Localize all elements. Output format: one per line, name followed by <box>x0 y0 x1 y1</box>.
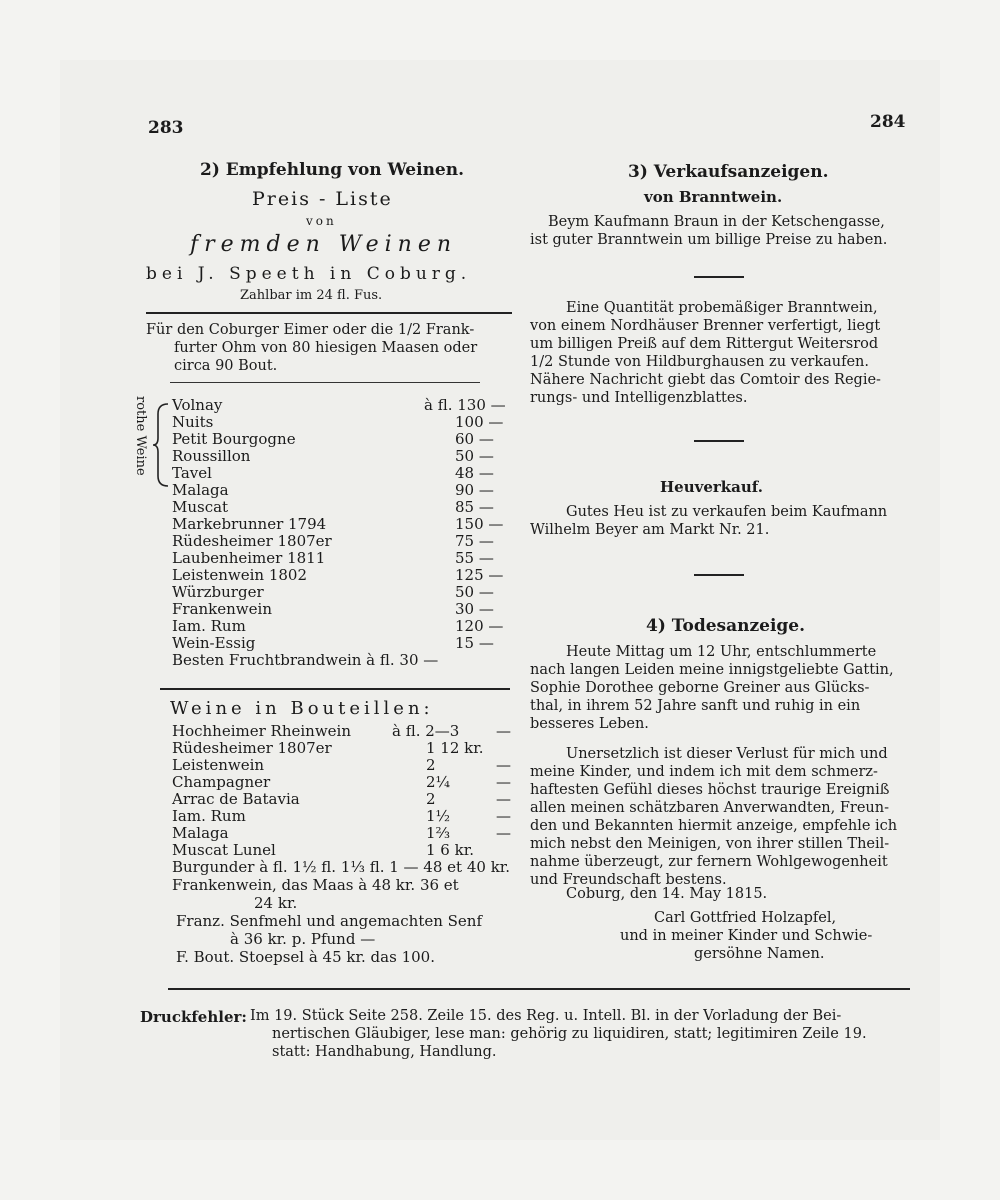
bottle-name: Malaga <box>172 824 229 842</box>
wine-name: Volnay <box>172 396 223 414</box>
place-date: Coburg, den 14. May 1815. <box>566 886 768 902</box>
ad-brandy-2-line: Eine Quantität probemäßiger Branntwein, <box>566 300 878 316</box>
bottle-name: Champagner <box>172 773 271 791</box>
wine-name: Leistenwein 1802 <box>172 566 308 584</box>
subheading-hay: Heuverkauf. <box>660 478 763 496</box>
wine-name: Wein-Essig <box>172 634 256 652</box>
death-notice-line: nach langen Leiden meine innigstgeliebte Gattin, <box>530 662 894 678</box>
ad-hay-line: Gutes Heu ist zu verkaufen beim Kaufmann <box>566 504 888 520</box>
signature-line: und in meiner Kinder und Schwie- <box>620 928 873 944</box>
footer-divider <box>168 988 910 990</box>
bottle-name: Leistenwein <box>172 756 265 774</box>
bottle-extra-line: Burgunder à fl. 1½ fl. 1⅓ fl. 1 — 48 et 40 kr. <box>172 858 511 876</box>
errata-label: Druckfehler: <box>140 1008 247 1026</box>
death-notice-line: meine Kinder, und indem ich mit dem schmerz- <box>530 764 878 780</box>
bottle-tail: — <box>496 790 511 808</box>
bottle-name: Arrac de Batavia <box>172 790 300 808</box>
bottle-name: Rüdesheimer 1807er <box>172 739 332 757</box>
bottle-extra-line: à 36 kr. p. Pfund — <box>230 930 376 948</box>
wine-name: Tavel <box>172 464 212 482</box>
errata-line: Im 19. Stück Seite 258. Zeile 15. des Reg. u. Intell. Bl. in der Vorladung der Bei- <box>250 1008 842 1024</box>
brace-label-red-wines: rothe Weine <box>133 396 148 476</box>
price-list-foreign-wines: fremden Weinen <box>190 232 458 257</box>
errata-line: statt: Handhabung, Handlung. <box>272 1044 497 1060</box>
price-list-title: Preis - Liste <box>252 188 393 210</box>
death-notice-line: Unersetzlich ist dieser Verlust für mich und <box>566 746 888 762</box>
price-list-von: von <box>306 214 337 228</box>
wine-name: Laubenheimer 1811 <box>172 549 326 567</box>
section-heading-sales: 3) Verkaufsanzeigen. <box>628 162 829 182</box>
death-notice-line: nahme überzeugt, zur fernern Wohlgewogenheit <box>530 854 888 870</box>
bottle-price: à fl. 2—3 <box>392 722 460 740</box>
wine-price: à fl. 130 — <box>424 396 506 414</box>
wine-name: Malaga <box>172 481 229 499</box>
wine-name: Frankenwein <box>172 600 272 618</box>
wine-price: 100 — <box>455 413 504 431</box>
price-list-merchant: bei J. Speeth in Coburg. <box>146 264 472 284</box>
bottle-price: 1⅔ <box>426 824 451 842</box>
page-number-right: 284 <box>870 112 906 132</box>
intro-line: furter Ohm von 80 hiesigen Maasen oder <box>174 340 478 356</box>
death-notice-line: Heute Mittag um 12 Uhr, entschlummerte <box>566 644 877 660</box>
price-list-currency: Zahlbar im 24 fl. Fus. <box>240 288 383 303</box>
wine-price: 60 — <box>455 430 494 448</box>
bottles-heading: Weine in Bouteillen: <box>170 698 434 719</box>
wine-price: 90 — <box>455 481 494 499</box>
bottle-tail: — <box>496 756 511 774</box>
page-number-left: 283 <box>148 118 184 138</box>
bottle-tail: — <box>496 807 511 825</box>
wine-price: 75 — <box>455 532 494 550</box>
signature-line: Carl Gottfried Holzapfel, <box>654 910 837 926</box>
bottle-extra-line: F. Bout. Stoepsel à 45 kr. das 100. <box>176 948 435 966</box>
death-notice-line: allen meinen schätzbaren Anverwandten, Freun- <box>530 800 889 816</box>
wine-price: 55 — <box>455 549 494 567</box>
divider <box>146 312 512 314</box>
death-notice-line: den und Bekannten hiermit anzeige, empfehle ich <box>530 818 898 834</box>
ad-brandy-2-line: um billigen Preiß auf dem Rittergut Weitersrod <box>530 336 879 352</box>
ad-brandy-2-line: 1/2 Stunde von Hildburghausen zu verkaufen. <box>530 354 870 370</box>
wine-name: Besten Fruchtbrandwein à fl. 30 — <box>172 651 439 669</box>
divider <box>160 688 510 690</box>
bottle-tail: — <box>496 722 511 740</box>
signature-line: gersöhne Namen. <box>694 946 825 962</box>
bottle-price: 2 <box>426 756 436 774</box>
divider <box>170 382 480 383</box>
wine-name: Nuits <box>172 413 214 431</box>
wine-price: 120 — <box>455 617 504 635</box>
errata-line: nertischen Gläubiger, lese man: gehörig zu liquidiren, statt; legitimiren Zeile 19. <box>272 1026 867 1042</box>
wine-name: Würzburger <box>172 583 264 601</box>
separator-dash <box>694 276 744 278</box>
bottle-price: 1 12 kr. <box>426 739 484 757</box>
bottle-extra-line: Franz. Senfmehl und angemachten Senf <box>176 912 483 930</box>
wine-price: 85 — <box>455 498 494 516</box>
bottle-name: Hochheimer Rheinwein <box>172 722 352 740</box>
wine-price: 15 — <box>455 634 494 652</box>
ad-brandy-2-line: von einem Nordhäuser Brenner verfertigt, liegt <box>530 318 881 334</box>
ad-hay-line: Wilhelm Beyer am Markt Nr. 21. <box>530 522 770 538</box>
wine-price: 150 — <box>455 515 504 533</box>
subheading-brandy: von Branntwein. <box>644 188 783 206</box>
bottle-tail: — <box>496 824 511 842</box>
wine-price: 50 — <box>455 447 494 465</box>
death-notice-line: und Freundschaft bestens. <box>530 872 727 888</box>
intro-line: circa 90 Bout. <box>174 358 278 374</box>
wine-price: 30 — <box>455 600 494 618</box>
bottle-price: 1 6 kr. <box>426 841 475 859</box>
intro-line: Für den Coburger Eimer oder die 1/2 Frank- <box>146 322 475 338</box>
wine-price: 48 — <box>455 464 494 482</box>
wine-name: Roussillon <box>172 447 251 465</box>
wine-price: 50 — <box>455 583 494 601</box>
death-notice-line: haftesten Gefühl dieses höchst traurige Ereigniß <box>530 782 890 798</box>
bottle-name: Iam. Rum <box>172 807 246 825</box>
bottle-extra-line: Frankenwein, das Maas à 48 kr. 36 et <box>172 876 459 894</box>
death-notice-line: Sophie Dorothee geborne Greiner aus Glücks- <box>530 680 870 696</box>
wine-name: Iam. Rum <box>172 617 246 635</box>
wine-name: Markebrunner 1794 <box>172 515 327 533</box>
bottle-name: Muscat Lunel <box>172 841 276 859</box>
death-notice-line: mich nebst den Meinigen, von ihrer stillen Theil- <box>530 836 890 852</box>
wine-name: Rüdesheimer 1807er <box>172 532 332 550</box>
ad-brandy-1-line: Beym Kaufmann Braun in der Ketschengasse, <box>548 214 885 230</box>
separator-dash <box>694 574 744 576</box>
section-heading-wines: 2) Empfehlung von Weinen. <box>200 160 465 180</box>
wine-price: 125 — <box>455 566 504 584</box>
wine-name: Muscat <box>172 498 229 516</box>
section-heading-death-notice: 4) Todesanzeige. <box>646 616 806 636</box>
brace-icon <box>152 402 170 488</box>
bottle-price: 2 <box>426 790 436 808</box>
ad-brandy-1-line: ist guter Branntwein um billige Preise zu haben. <box>530 232 888 248</box>
death-notice-line: besseres Leben. <box>530 716 649 732</box>
bottle-extra-line: 24 kr. <box>254 894 298 912</box>
bottle-price: 1½ <box>426 807 451 825</box>
ad-brandy-2-line: Nähere Nachricht giebt das Comtoir des Regie- <box>530 372 881 388</box>
separator-dash <box>694 440 744 442</box>
death-notice-line: thal, in ihrem 52 Jahre sanft und ruhig in ein <box>530 698 861 714</box>
bottle-price: 2¼ <box>426 773 451 791</box>
wine-name: Petit Bourgogne <box>172 430 296 448</box>
bottle-tail: — <box>496 773 511 791</box>
ad-brandy-2-line: rungs- und Intelligenzblattes. <box>530 390 748 406</box>
